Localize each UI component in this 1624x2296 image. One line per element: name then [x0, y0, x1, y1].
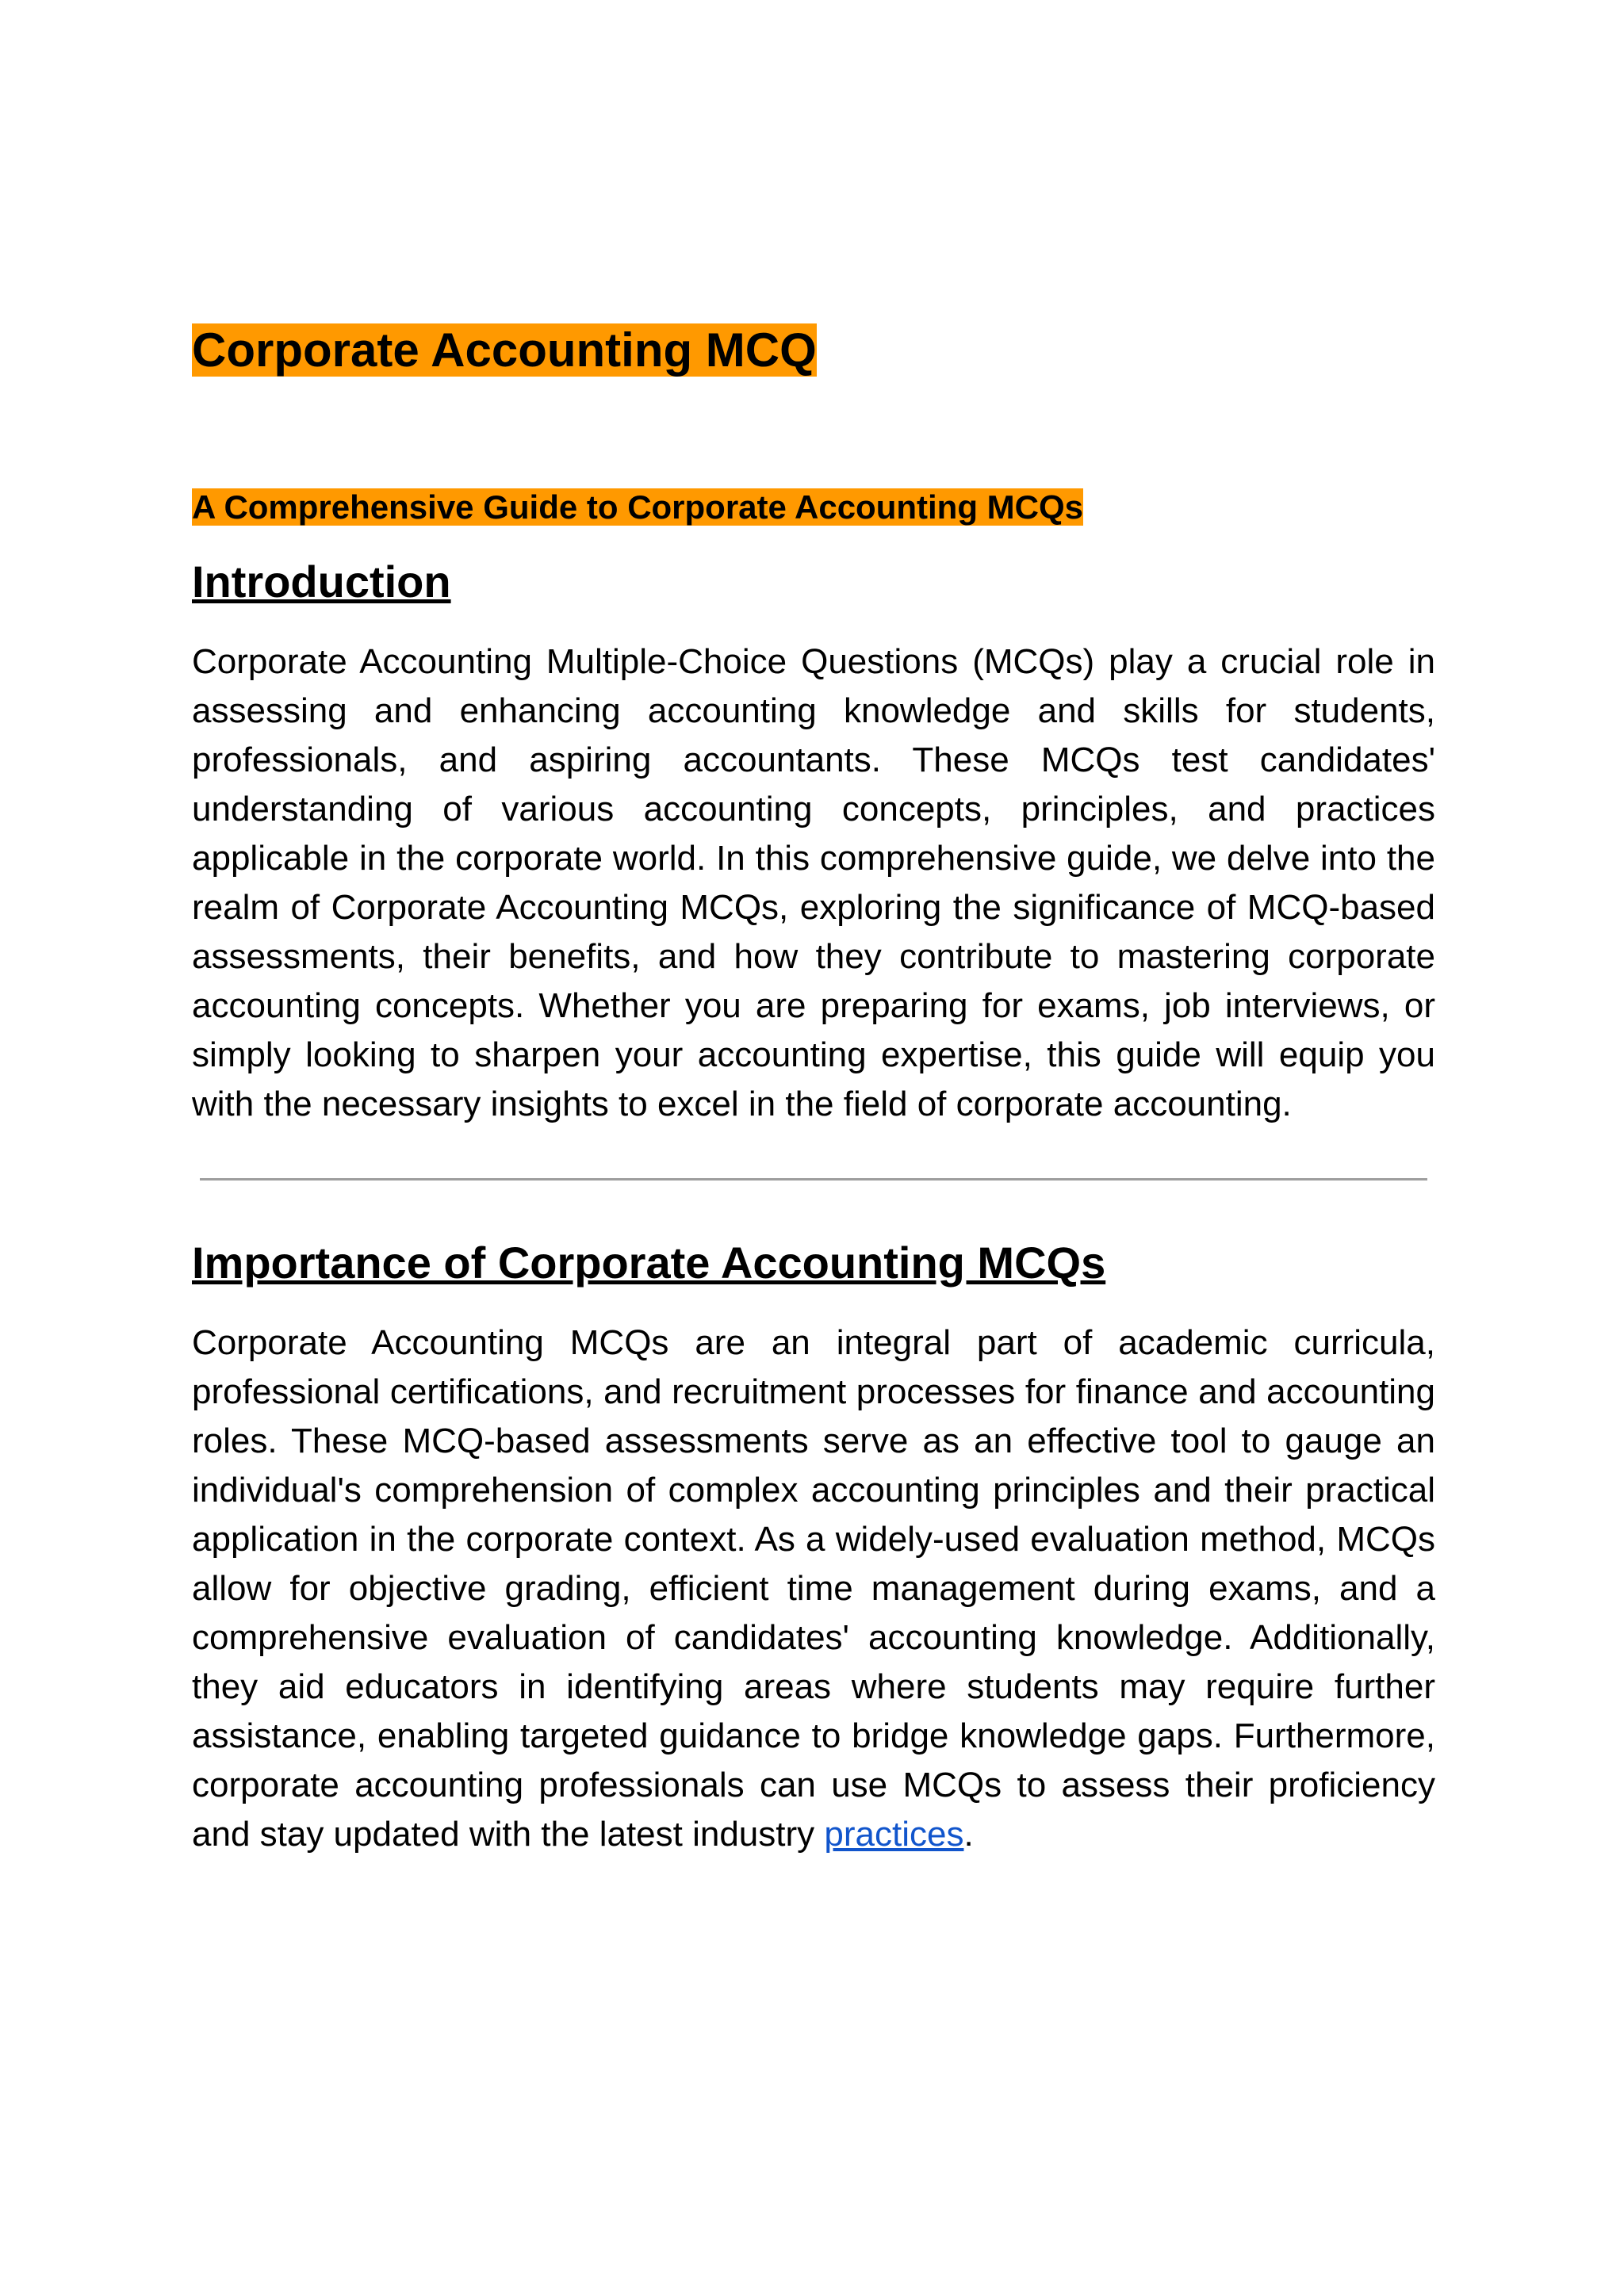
document-page [192, 320, 1435, 1859]
document-subtitle [192, 487, 1435, 528]
practices-link[interactable]: practices [824, 1815, 964, 1854]
document-title [192, 320, 1435, 381]
horizontal-divider [200, 1178, 1427, 1181]
introduction-paragraph: Corporate Accounting Multiple-Choice Questions (MCQs) play a crucial role in assessing and enhancing accounting knowledge and skills for students, professionals, and aspiring accountants. These MCQs test candidates' understanding of various accounting concepts, principles, and practices applicable in the corporate world. In this comprehensive guide, we delve into the realm of Corporate Accounting MCQs, exploring the significance of MCQ-based assessments, their benefits, and how they contribute to mastering corporate accounting concepts. Whether you are preparing for exams, job interviews, or simply looking to sharpen your accounting expertise, this guide will equip you with the necessary insights to excel in the field of corporate accounting. [192, 642, 1435, 1123]
importance-paragraph-end: . [963, 1815, 974, 1854]
importance-paragraph-text: Corporate Accounting MCQs are an integral part of academic curricula, professional certifications, and recruitment processes for finance and accounting roles. These MCQ-based assessments serve as an effective tool to gauge an individual's comprehension of complex accounting principles and their practical application in the corporate context. As a widely-used evaluation method, MCQs allow for objective grading, efficient time management during exams, and a comprehensive evaluation of candidates' accounting knowledge. Additionally, they aid educators in identifying areas where students may require further assistance, enabling targeted guidance to bridge knowledge gaps. Furthermore, corporate accounting professionals can use MCQs to assess their proficiency and stay updated with the latest industry [192, 1323, 1435, 1854]
section-heading-introduction: Introduction [192, 557, 451, 607]
importance-paragraph [192, 1318, 1435, 1859]
section-heading-importance: Importance of Corporate Accounting MCQs [192, 1238, 1106, 1288]
document-title-text: Corporate Accounting MCQ [192, 323, 817, 377]
document-subtitle-text: A Comprehensive Guide to Corporate Accounting MCQs [192, 488, 1083, 526]
